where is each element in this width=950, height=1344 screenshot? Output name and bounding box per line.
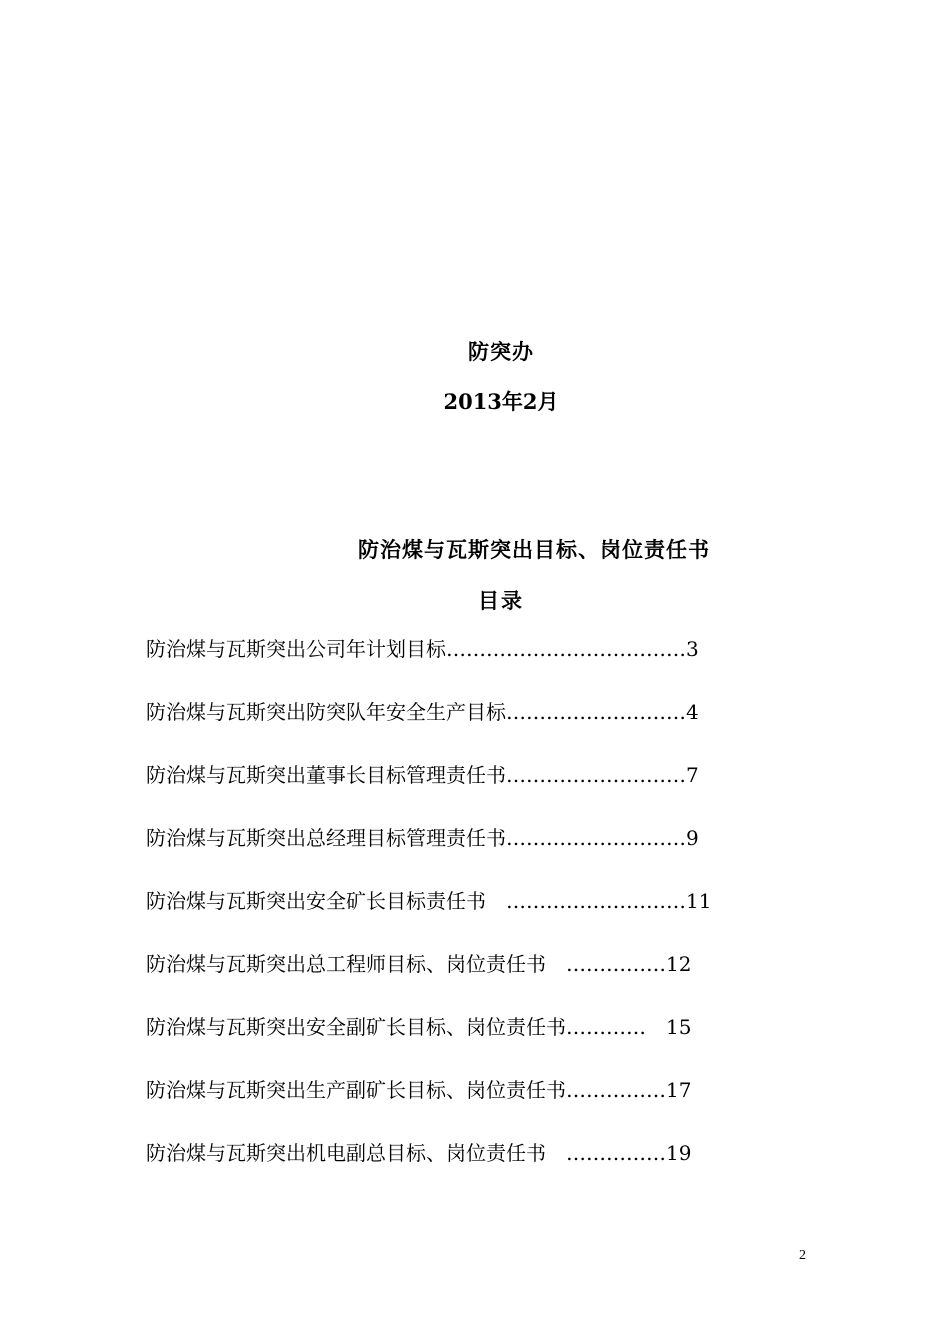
- toc-entry-title: 防治煤与瓦斯突出防突队年安全生产目标: [146, 700, 506, 724]
- toc-leader-dots: ………………………………: [446, 637, 686, 661]
- toc-entry-title: 防治煤与瓦斯突出总经理目标管理责任书: [146, 826, 506, 850]
- toc-leader-dots: ………………………: [506, 700, 686, 724]
- toc-entry-page: 9: [686, 826, 699, 850]
- toc-leader-dots: ………………………: [506, 826, 686, 850]
- toc-entry[interactable]: [146, 695, 806, 758]
- toc-entry-title: 防治煤与瓦斯突出安全副矿长目标、岗位责任书: [146, 1015, 566, 1039]
- toc-entry-title: 防治煤与瓦斯突出生产副矿长目标、岗位责任书: [146, 1078, 566, 1102]
- document-title: 防治煤与瓦斯突出目标、岗位责任书: [358, 537, 710, 562]
- toc-heading: 目录: [478, 588, 524, 613]
- toc-entry-page: 17: [666, 1078, 692, 1102]
- toc-entry-page: 7: [686, 763, 699, 787]
- table-of-contents: [146, 632, 806, 1199]
- toc-entry-title: 防治煤与瓦斯突出机电副总目标、岗位责任书: [146, 1141, 546, 1165]
- toc-leader-dots: ………………………: [506, 763, 686, 787]
- toc-entry-page: 19: [666, 1141, 692, 1165]
- toc-entry[interactable]: [146, 758, 806, 821]
- department-name: 防突办: [468, 339, 534, 364]
- toc-leader-dots: ……………: [546, 952, 666, 976]
- toc-entry[interactable]: [146, 884, 806, 947]
- toc-leader-dots: …………: [566, 1015, 666, 1039]
- toc-entry-page: 12: [666, 952, 692, 976]
- toc-leader-dots: ……………: [566, 1078, 666, 1102]
- toc-entry-title: 防治煤与瓦斯突出安全矿长目标责任书: [146, 889, 486, 913]
- toc-entry[interactable]: [146, 821, 806, 884]
- toc-entry-page: 11: [686, 889, 712, 913]
- toc-entry-title: 防治煤与瓦斯突出董事长目标管理责任书: [146, 763, 506, 787]
- document-date: 2013年2月: [443, 389, 559, 414]
- toc-entry[interactable]: [146, 1073, 806, 1136]
- toc-entry-page: 15: [666, 1015, 692, 1039]
- toc-entry[interactable]: [146, 632, 806, 695]
- toc-entry[interactable]: [146, 947, 806, 1010]
- page-number: 2: [799, 1248, 806, 1263]
- toc-leader-dots: ………………………: [486, 889, 686, 913]
- toc-leader-dots: ……………: [546, 1141, 666, 1165]
- toc-entry[interactable]: [146, 1136, 806, 1199]
- toc-entry-page: 3: [686, 637, 699, 661]
- toc-entry-page: 4: [686, 700, 699, 724]
- toc-entry-title: 防治煤与瓦斯突出公司年计划目标: [146, 637, 446, 661]
- toc-entry[interactable]: [146, 1010, 806, 1073]
- toc-entry-title: 防治煤与瓦斯突出总工程师目标、岗位责任书: [146, 952, 546, 976]
